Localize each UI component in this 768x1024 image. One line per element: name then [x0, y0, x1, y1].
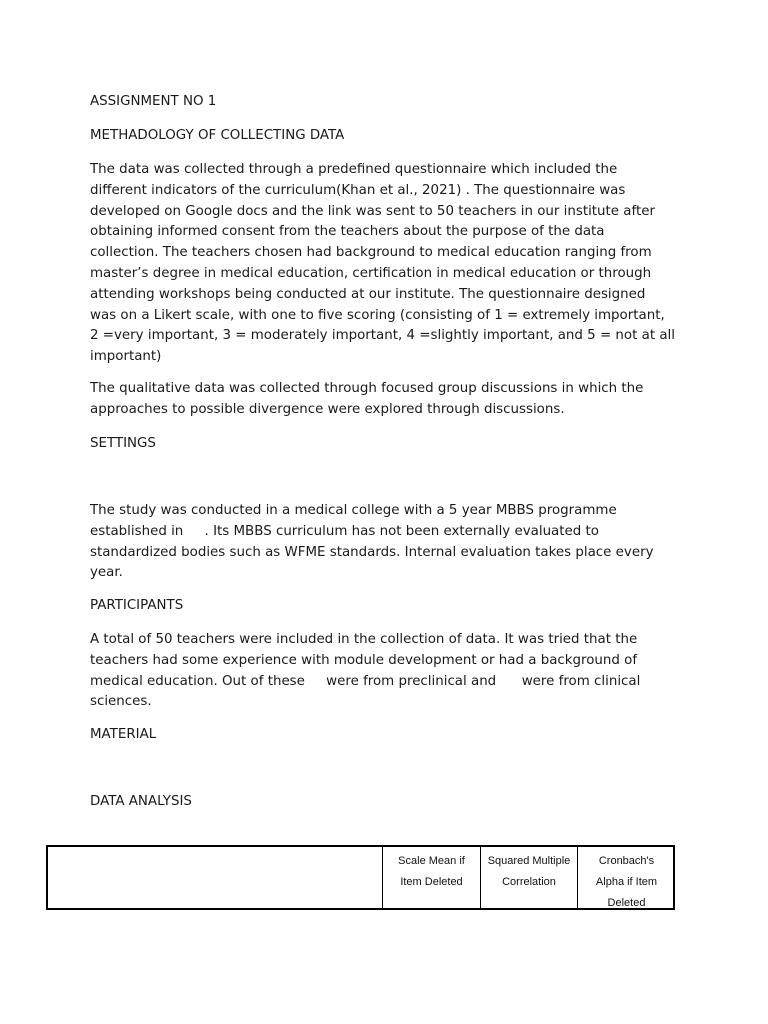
text-line: developed on Google docs and the link was sent to 50 teachers in our institute after	[90, 203, 655, 219]
settings-heading: SETTINGS	[90, 436, 156, 451]
text-line: The study was conducted in a medical college with a 5 year MBBS programme	[90, 503, 617, 518]
text-line: was on a Likert scale, with one to five scoring (consisting of 1 = extremely important,	[90, 307, 665, 323]
reliability-table	[46, 845, 675, 910]
assignment-title: ASSIGNMENT NO 1	[90, 94, 217, 109]
table-header-cronbachs-alpha: Cronbach's Alpha if Item Deleted	[595, 855, 658, 909]
methodology-heading: METHADOLOGY OF COLLECTING DATA	[90, 128, 345, 143]
text-line: approaches to possible divergence were explored through discussions.	[90, 401, 565, 417]
text-line: medical education. Out of these were from preclinical and were from clinical	[90, 673, 641, 689]
data-analysis-heading: DATA ANALYSIS	[90, 794, 192, 809]
text-line: master’s degree in medical education, certification in medical education or through	[90, 265, 652, 281]
text-line: The data was collected through a predefined questionnaire which included the	[90, 162, 618, 177]
table-header-scale-mean: Scale Mean if Item Deleted	[398, 855, 465, 888]
participants-heading: PARTICIPANTS	[90, 598, 184, 613]
text-line: 2 =very important, 3 = moderately important, 4 =slightly important, and 5 = not at all	[90, 328, 675, 344]
text-line: teachers had some experience with module development or had a background of	[90, 652, 638, 668]
text-line: obtaining informed consent from the teachers about the purpose of the data	[90, 224, 605, 240]
text-line: different indicators of the curriculum(Khan et al., 2021) . The questionnaire was	[90, 182, 626, 198]
methodology-paragraph-1	[90, 160, 690, 368]
text-line: standardized bodies such as WFME standards. Internal evaluation takes place every	[90, 544, 654, 560]
settings-paragraph	[90, 501, 690, 584]
text-line: A total of 50 teachers were included in the collection of data. It was tried that the	[90, 632, 638, 647]
text-line: important)	[90, 349, 162, 365]
text-line: sciences.	[90, 694, 152, 710]
text-line: The qualitative data was collected through focused group discussions in which the	[90, 381, 644, 396]
methodology-paragraph-2	[90, 379, 690, 421]
material-heading: MATERIAL	[90, 727, 157, 742]
table-header-squared-multiple-correlation: Squared Multiple Correlation	[487, 855, 571, 888]
text-line: year.	[90, 565, 123, 581]
text-line: attending workshops being conducted at our institute. The questionnaire designed	[90, 286, 646, 302]
text-line: established in . Its MBBS curriculum has not been externally evaluated to	[90, 523, 599, 539]
participants-paragraph	[90, 630, 690, 713]
text-line: collection. The teachers chosen had background to medical education ranging from	[90, 245, 652, 261]
